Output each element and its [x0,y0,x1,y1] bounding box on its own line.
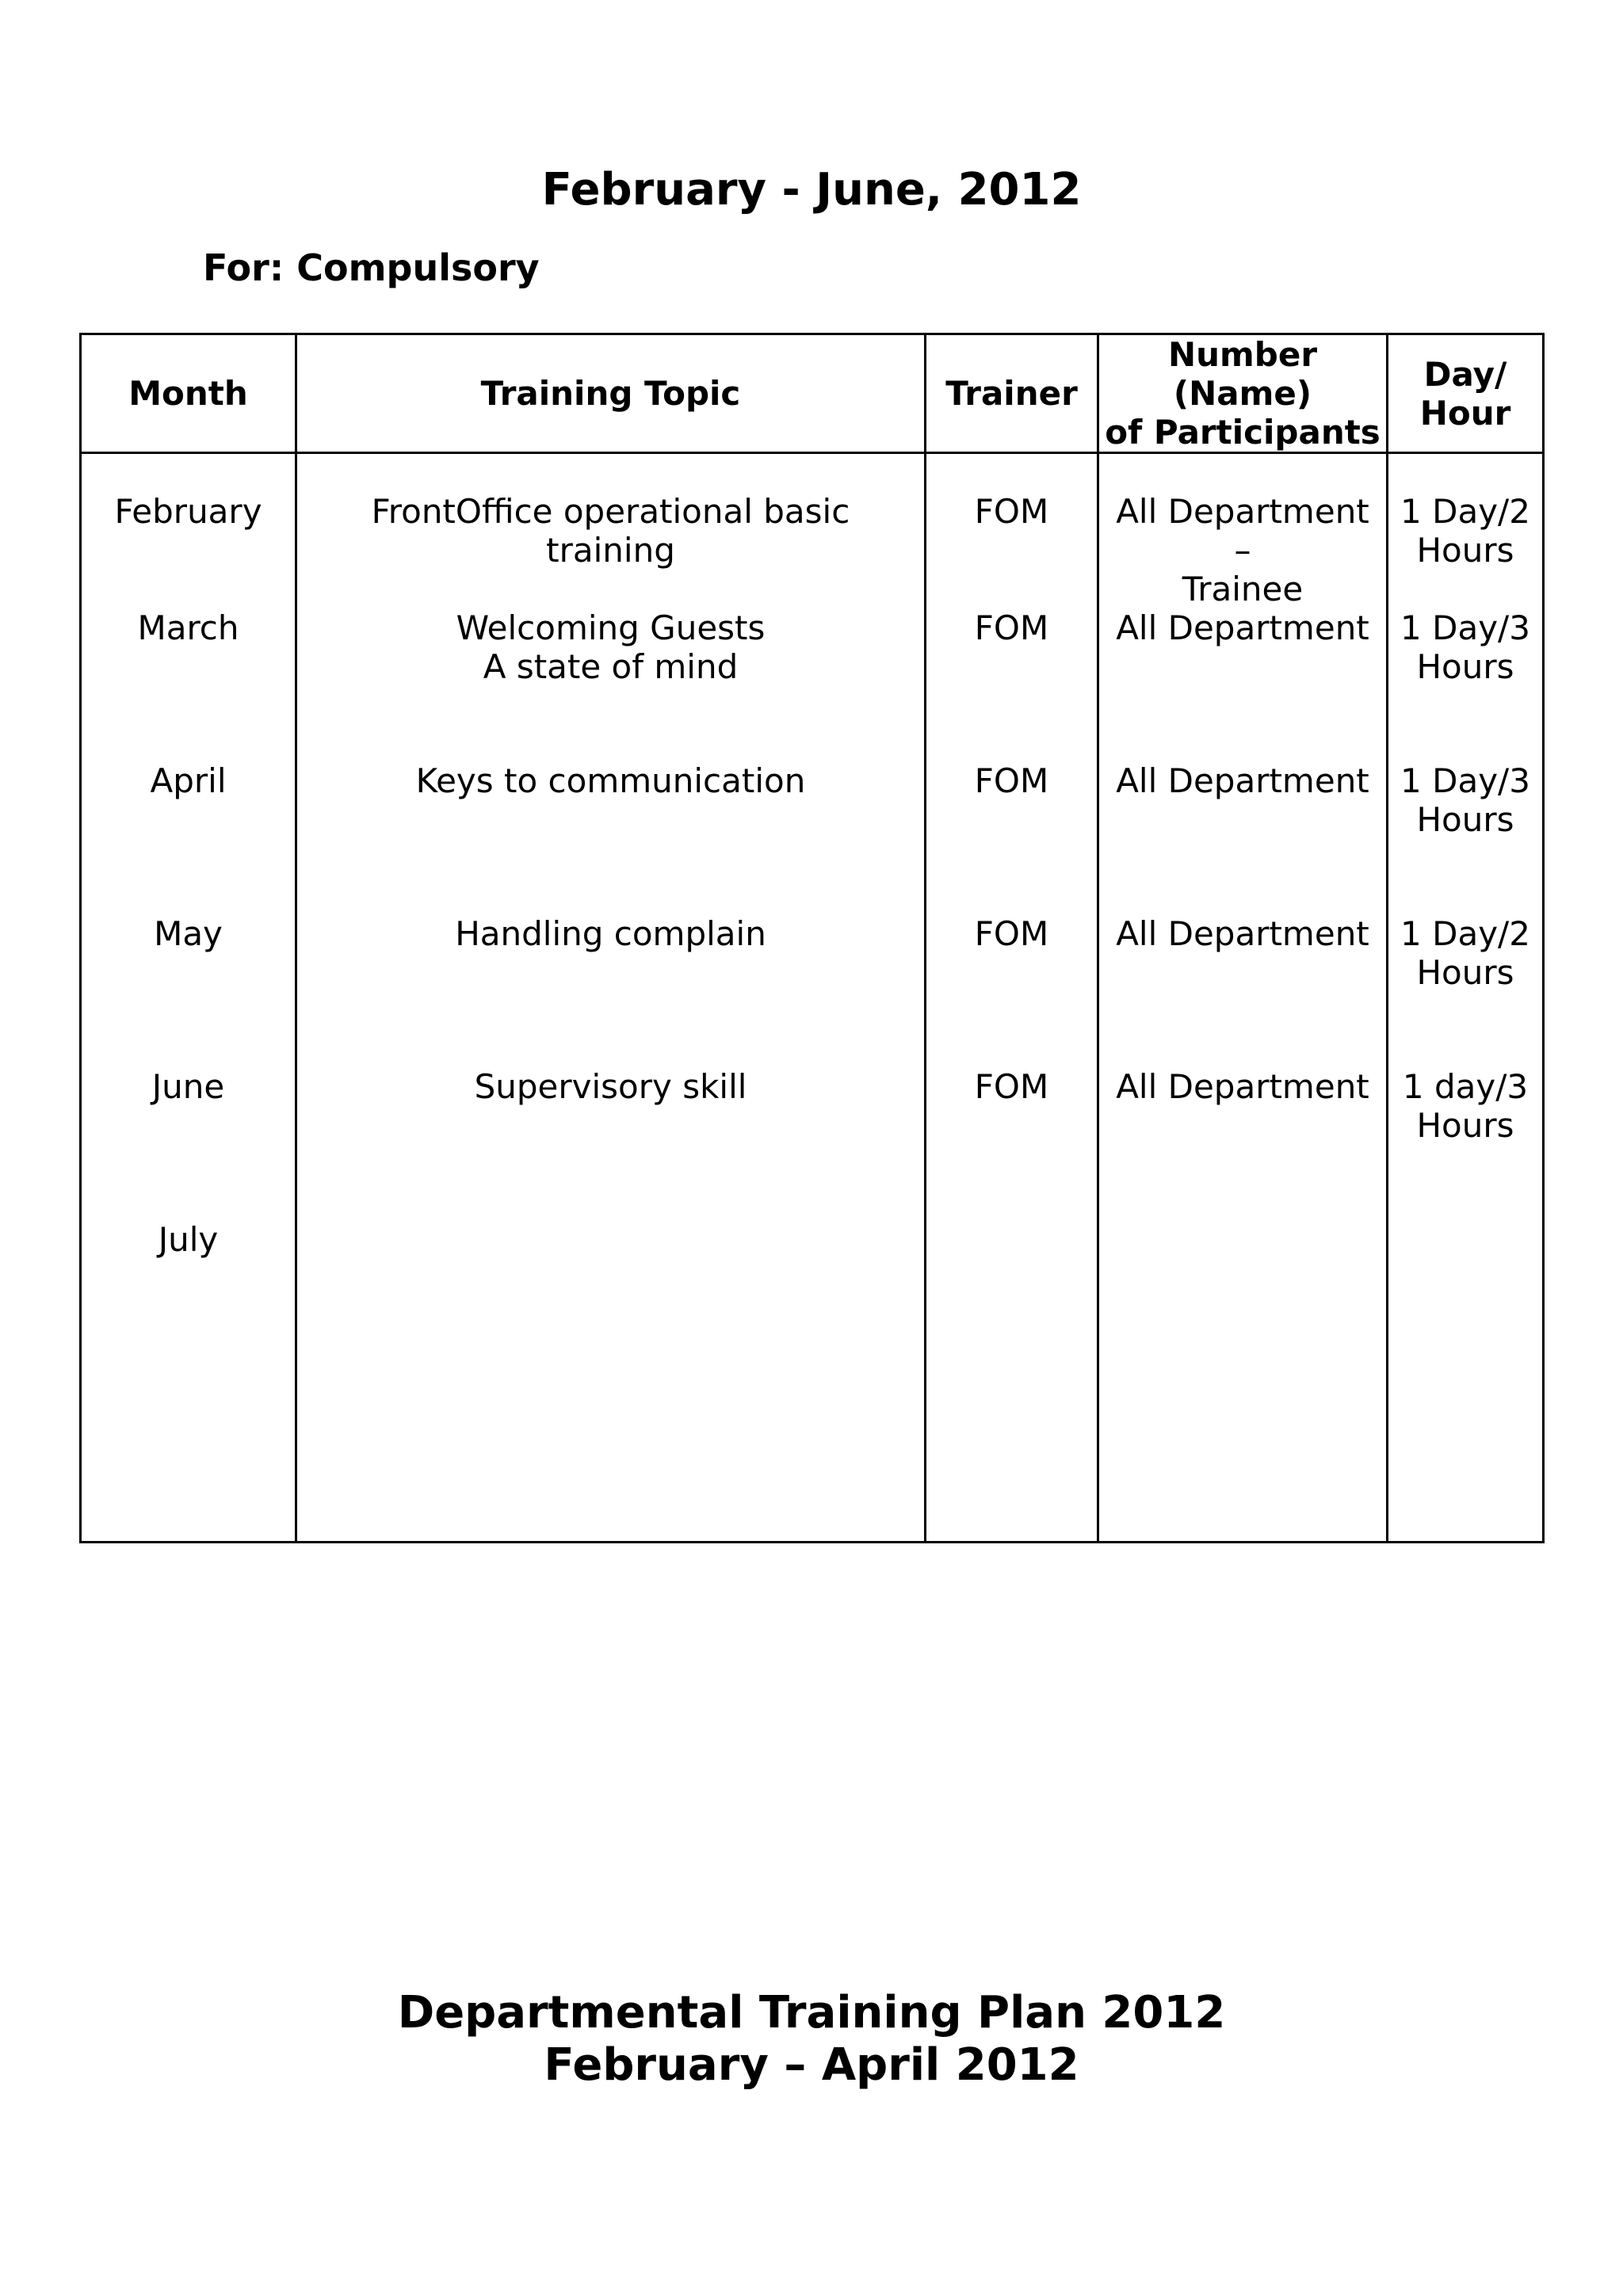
footer-plan-period: February – April 2012 [544,2039,1079,2091]
column-header-participants: Number (Name) of Participants [1098,334,1388,453]
duration-cell: 1 Day/2 Hours [1388,453,1544,609]
table-header-row [81,334,1544,453]
table-row [81,914,1544,1067]
topic-cell: Keys to communication [296,761,926,914]
duration-cell: 1 Day/3 Hours [1388,608,1544,761]
column-header-month: Month [81,334,296,453]
table-row [81,453,1544,609]
table-row [81,761,1544,914]
table-row [81,1067,1544,1220]
month-cell: July [81,1220,296,1543]
topic-cell: FrontOffice operational basic training [296,453,926,609]
trainer-cell: FOM [926,453,1098,609]
page-title: February - June, 2012 [541,164,1082,215]
duration-cell: 1 day/3 Hours [1388,1067,1544,1220]
training-plan-table [79,333,1545,1543]
trainer-cell: FOM [926,761,1098,914]
column-header-training-topic: Training Topic [296,334,926,453]
topic-cell [296,1220,926,1543]
month-cell: February [81,453,296,609]
footer-plan-title: Departmental Training Plan 2012 [397,1987,1226,2039]
topic-cell: Handling complain [296,914,926,1067]
participants-cell: All Department – Trainee [1098,453,1388,609]
column-header-day-hour: Day/ Hour [1388,334,1544,453]
participants-cell: All Department [1098,608,1388,761]
participants-cell: All Department [1098,1067,1388,1220]
month-cell: April [81,761,296,914]
trainer-cell: FOM [926,1067,1098,1220]
trainer-cell [926,1220,1098,1543]
table-row [81,1220,1544,1543]
participants-cell: All Department [1098,761,1388,914]
duration-cell: 1 Day/2 Hours [1388,914,1544,1067]
topic-cell: Supervisory skill [296,1067,926,1220]
trainer-cell: FOM [926,608,1098,761]
month-cell: June [81,1067,296,1220]
duration-cell [1388,1220,1544,1543]
participants-cell [1098,1220,1388,1543]
table-row [81,608,1544,761]
month-cell: March [81,608,296,761]
trainer-cell: FOM [926,914,1098,1067]
for-line: For: Compulsory [203,246,540,289]
footer-title [0,1987,1623,2092]
topic-cell: Welcoming Guests A state of mind [296,608,926,761]
participants-cell: All Department [1098,914,1388,1067]
duration-cell: 1 Day/3 Hours [1388,761,1544,914]
column-header-trainer: Trainer [926,334,1098,453]
month-cell: May [81,914,296,1067]
